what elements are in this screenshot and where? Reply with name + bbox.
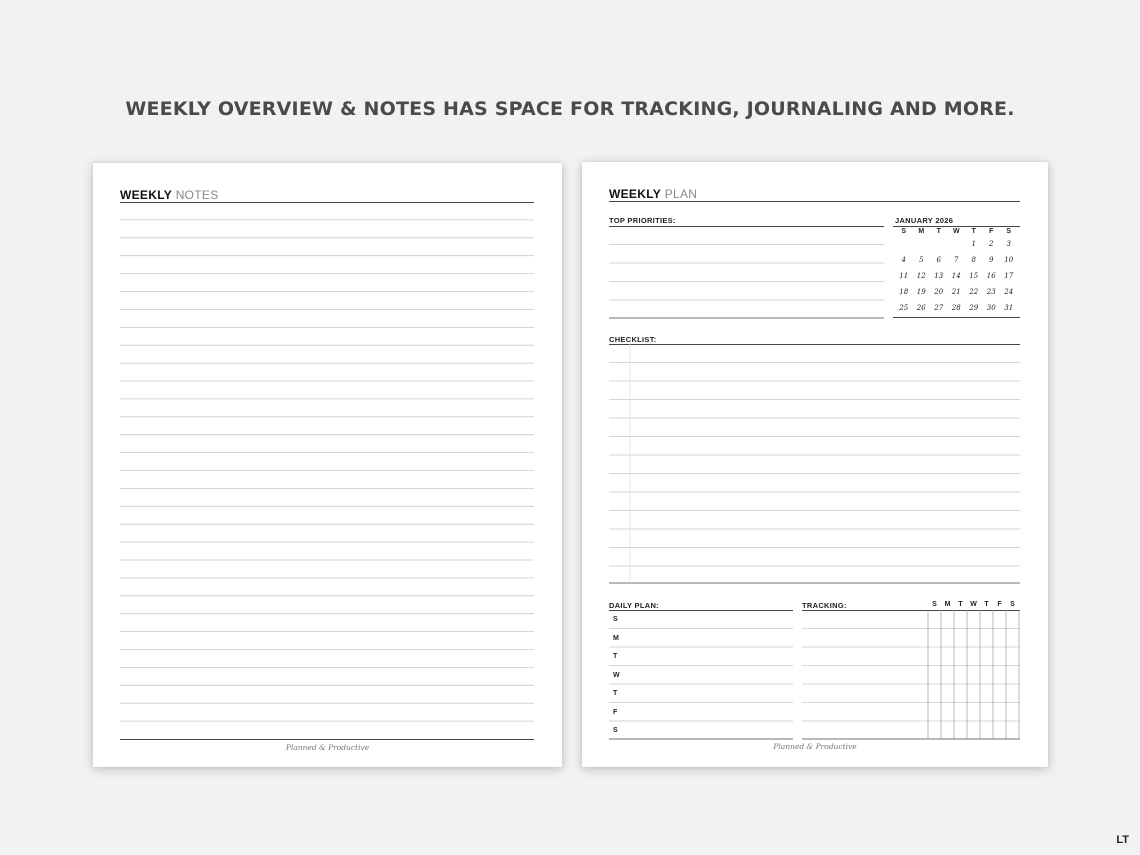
calendar-day: 17	[1004, 272, 1014, 280]
notes-title-bold: WEEKLY	[120, 188, 173, 202]
weekly-notes-page	[93, 163, 562, 767]
weekly-plan-page	[582, 162, 1048, 767]
daily-plan-day: S	[613, 727, 618, 734]
calendar-day: 11	[899, 272, 909, 280]
plan-signature: Planned & Productive	[773, 742, 857, 751]
plan-title-light: PLAN	[664, 187, 698, 201]
tracking-day-header: T	[958, 601, 963, 608]
top-priorities-label: TOP PRIORITIES:	[609, 216, 676, 225]
calendar-day: 9	[989, 256, 994, 264]
calendar-weekday: S	[1006, 228, 1012, 235]
notes-signature: Planned & Productive	[285, 743, 370, 752]
tracking-day-header: S	[1010, 601, 1015, 608]
calendar-day: 20	[934, 288, 944, 296]
plan-ruled-lines	[582, 162, 1048, 767]
calendar-day: 4	[901, 256, 906, 264]
calendar-day: 19	[916, 288, 926, 296]
calendar-weekday: T	[971, 228, 976, 235]
calendar-month: JANUARY 2026	[895, 216, 954, 225]
daily-plan-label: DAILY PLAN:	[609, 601, 659, 610]
calendar-day: 13	[934, 272, 944, 280]
calendar-day: 16	[986, 272, 996, 280]
tracking-day-header: T	[984, 601, 989, 608]
calendar-day: 1	[971, 240, 976, 248]
calendar-day: 6	[936, 256, 941, 264]
calendar-day: 25	[899, 304, 909, 312]
calendar-weekday: T	[936, 228, 941, 235]
headline: WEEKLY OVERVIEW & NOTES HAS SPACE FOR TRACKING, JOURNALING AND MORE.	[125, 98, 1015, 120]
calendar-day: 3	[1006, 240, 1011, 248]
calendar-day: 2	[989, 240, 994, 248]
daily-plan-day: W	[613, 671, 620, 679]
notes-title-light: NOTES	[175, 188, 219, 202]
calendar-weekday: S	[901, 228, 907, 235]
plan-title-bold: WEEKLY	[609, 187, 662, 201]
calendar-day: 21	[951, 288, 961, 296]
checklist-label: CHECKLIST:	[609, 335, 657, 344]
calendar-weekday: W	[952, 228, 960, 235]
calendar-day: 10	[1004, 256, 1014, 264]
calendar-day: 8	[971, 256, 976, 264]
calendar-day: 5	[919, 256, 924, 264]
tracking-day-header: M	[944, 601, 951, 608]
daily-plan-day: T	[613, 690, 618, 697]
calendar-day: 24	[1004, 288, 1014, 296]
calendar-weekday: F	[989, 228, 994, 235]
daily-plan-day: T	[613, 653, 618, 660]
calendar-day: 14	[951, 272, 961, 280]
calendar-day: 12	[916, 272, 926, 280]
calendar-weekday: M	[918, 228, 925, 235]
tracking-day-header: W	[970, 601, 977, 608]
notes-bottom-rule	[120, 739, 534, 740]
calendar-day: 30	[986, 304, 996, 312]
tracking-day-header: F	[997, 601, 1002, 608]
calendar-day: 18	[899, 288, 909, 296]
calendar-day: 29	[969, 304, 979, 312]
calendar-day: 26	[916, 304, 926, 312]
calendar-day: 7	[954, 256, 959, 264]
corner-mark: LT	[1116, 834, 1129, 846]
calendar-day: 23	[986, 288, 996, 296]
daily-plan-day: F	[613, 708, 618, 716]
tracking-label: TRACKING:	[802, 601, 847, 610]
calendar-day: 22	[969, 288, 979, 296]
calendar-day: 31	[1004, 304, 1014, 312]
daily-plan-day: S	[613, 616, 618, 623]
daily-plan-day: M	[613, 634, 619, 642]
notes-ruled-lines	[93, 163, 562, 767]
calendar-day: 28	[951, 304, 961, 312]
calendar-day: 15	[969, 272, 979, 280]
calendar-day: 27	[934, 304, 944, 312]
tracking-day-header: S	[932, 601, 937, 608]
